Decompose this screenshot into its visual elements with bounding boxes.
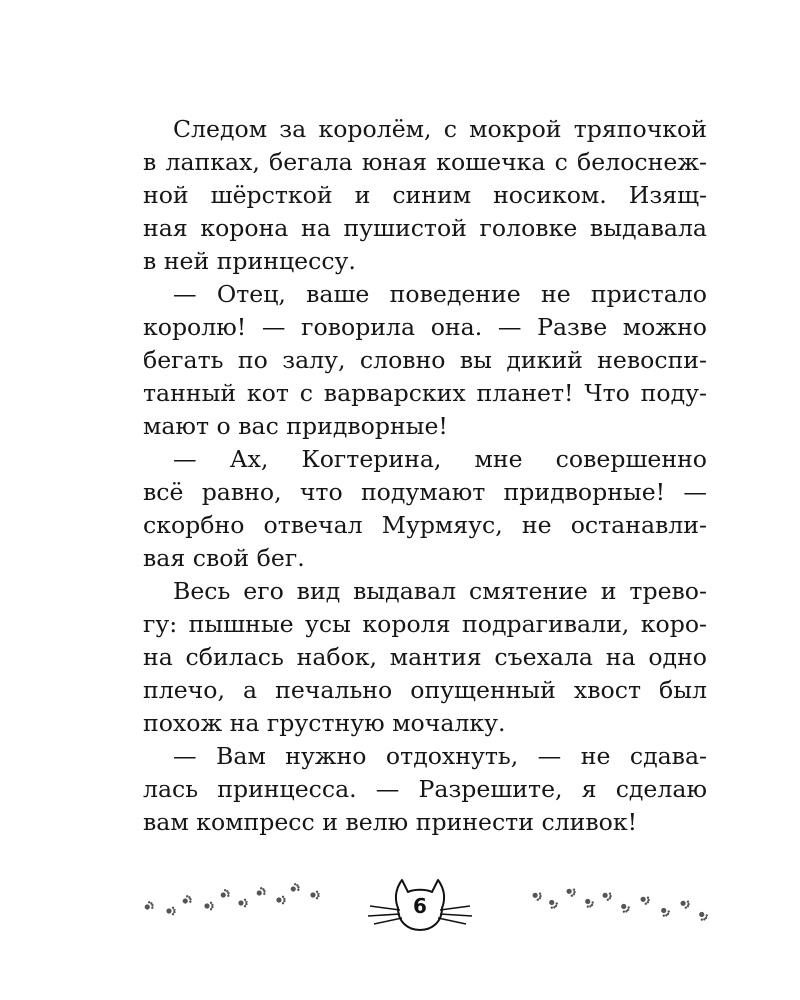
paw-print-icon	[166, 907, 175, 916]
paw-print-icon	[143, 900, 155, 912]
page-footer	[0, 870, 800, 940]
text-line: в лапках, бегала юная кошечка с белоснеж-	[143, 148, 707, 176]
text-line: Весь его вид выдавал смятение и трево-	[173, 577, 707, 605]
text-line: в ней принцессу.	[143, 247, 356, 275]
text-line: гу: пышные усы короля подрагивали, коро-	[143, 610, 707, 638]
text-line: танный кот с варварских планет! Что поду-	[143, 379, 707, 407]
text-line: плечо, а печально опущенный хвост был	[143, 676, 707, 704]
text-line: — Вам нужно отдохнуть, — не сдава-	[173, 742, 707, 770]
text-line: вам компресс и велю принести сливок!	[143, 808, 638, 836]
text-line: вая свой бег.	[143, 544, 305, 572]
text-line: королю! — говорила она. — Разве можно	[143, 313, 707, 341]
text-line: на сбилась набок, мантия съехала на одно	[143, 643, 707, 671]
page-number: 6	[413, 894, 427, 918]
paw-print-icon	[255, 886, 267, 898]
paw-print-icon	[181, 894, 193, 906]
paw-print-icon	[679, 898, 691, 909]
paw-print-icon	[310, 891, 319, 900]
paw-trail-left	[135, 870, 355, 940]
text-line: лась принцесса. — Разрешите, я сделаю	[143, 775, 707, 803]
paw-print-icon	[547, 898, 560, 911]
text-line: Следом за королём, с мокрой тряпочкой	[173, 115, 707, 143]
text-line: похож на грустную мочалку.	[143, 709, 506, 737]
paw-print-icon	[204, 902, 213, 911]
paw-print-icon	[601, 890, 613, 901]
text-line: скорбно отвечал Мурмяус, не останавли-	[143, 511, 707, 539]
paw-print-icon	[639, 894, 651, 905]
paw-print-icon	[219, 888, 231, 900]
paw-print-icon	[659, 906, 672, 919]
paw-trail-right	[525, 870, 745, 940]
paw-print-icon	[697, 910, 710, 923]
paw-print-icon	[583, 897, 596, 910]
text-line: ной шёрсткой и синим носиком. Изящ-	[143, 181, 707, 209]
cat-head-icon	[364, 870, 476, 940]
paw-print-icon	[289, 882, 301, 894]
text-line: бегать по залу, словно вы дикий невоспи-	[143, 346, 707, 374]
paw-print-icon	[531, 890, 543, 901]
text-line: мают о вас придворные!	[143, 412, 448, 440]
text-line: — Ах, Когтерина, мне совершенно	[173, 445, 707, 473]
text-line: всё равно, что подумают придворные! —	[143, 478, 707, 506]
text-line: ная корона на пушистой головке выдавала	[143, 214, 707, 242]
paw-print-icon	[238, 899, 247, 908]
paw-print-icon	[565, 886, 577, 897]
paw-print-icon	[619, 902, 632, 915]
body-text	[143, 113, 707, 839]
paw-print-icon	[276, 896, 285, 905]
text-line: — Отец, ваше поведение не пристало	[173, 280, 707, 308]
